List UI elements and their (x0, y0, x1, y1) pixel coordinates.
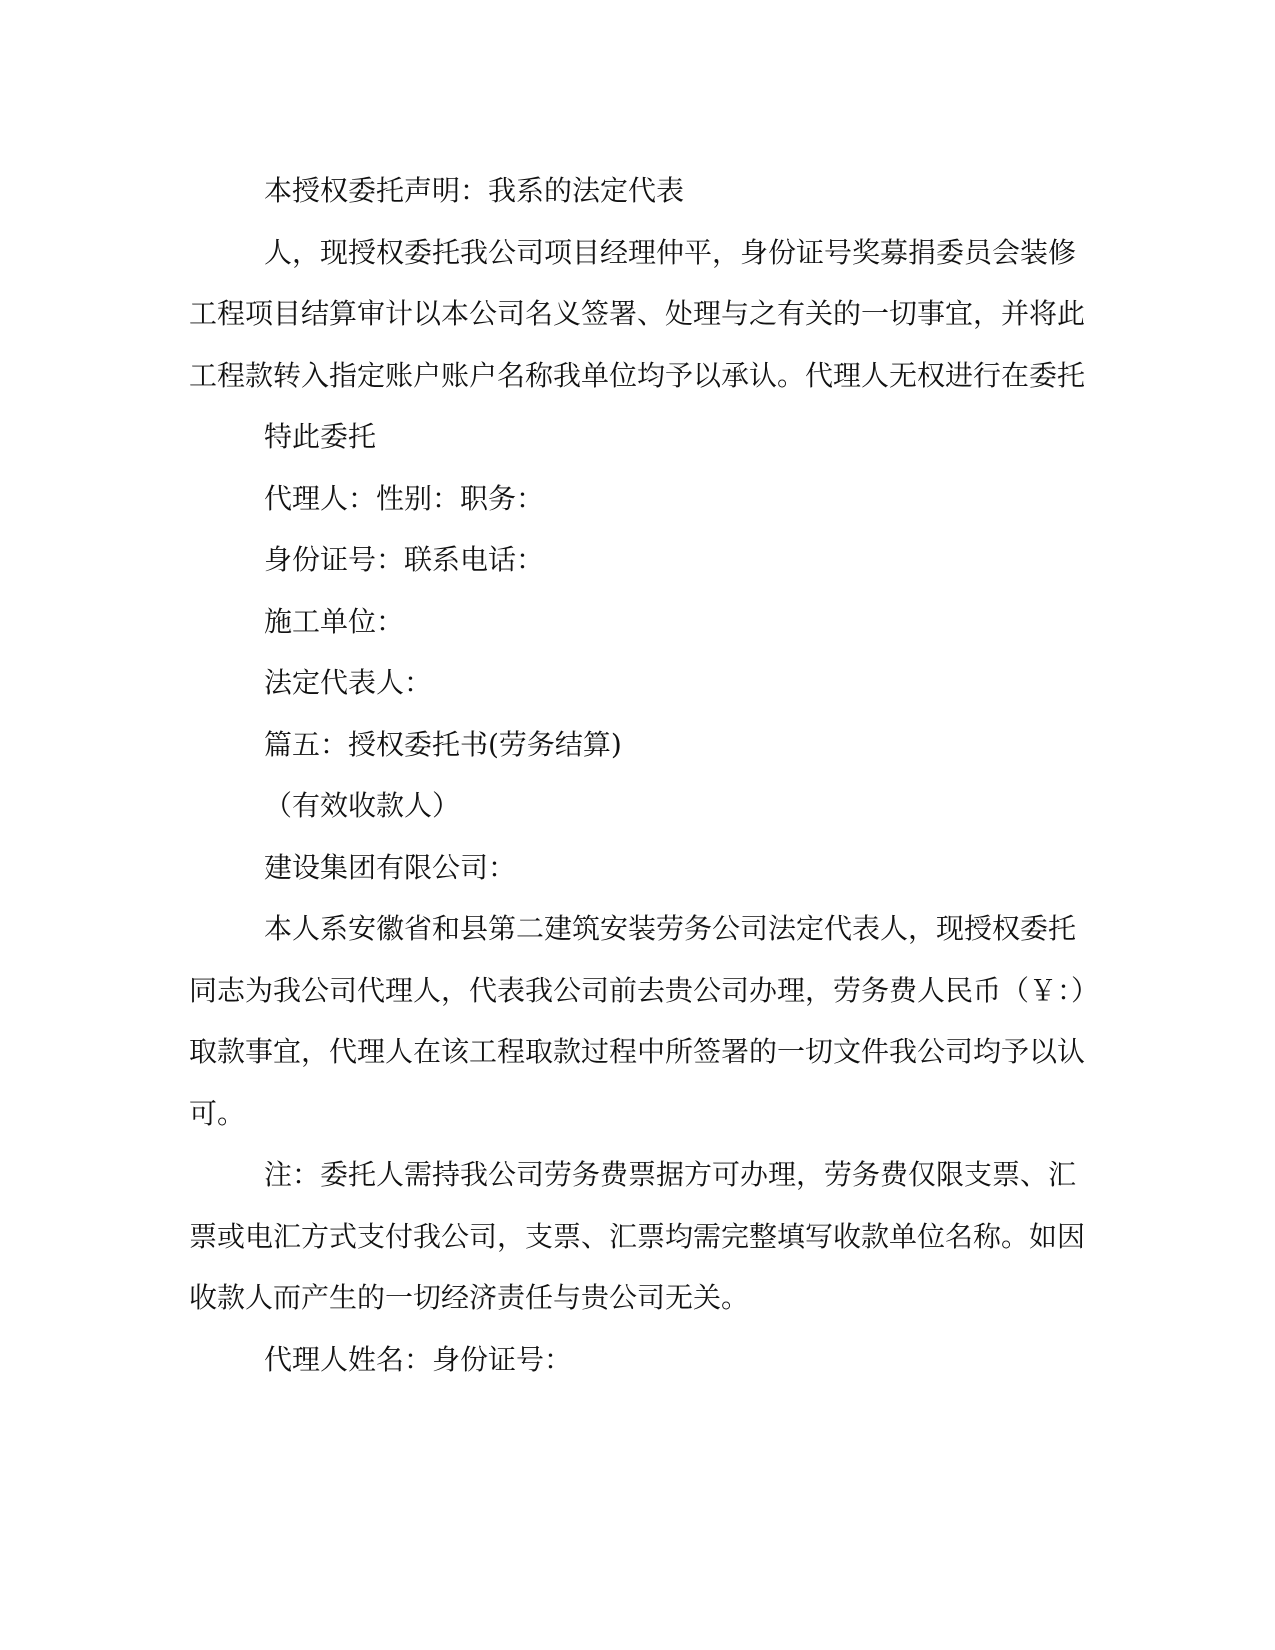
note-paragraph: 注：委托人需持我公司劳务费票据方可办理，劳务费仅限支票、汇票或电汇方式支付我公司，支票、汇票均需完整填写收款单位名称。如因收款人而产生的一切经济责任与贵公司无关。 (189, 1158, 1086, 1314)
addressee: 建设集团有限公司： (264, 850, 517, 884)
agent-info-line: 代理人：性别：职务： (264, 481, 545, 515)
statement-opening: 本授权委托声明：我系的法定代表 (264, 174, 685, 207)
id-phone-line: 身份证号：联系电话： (264, 543, 545, 576)
legal-representative-line: 法定代表人： (264, 666, 433, 699)
section-subtitle: （有效收款人） (264, 789, 461, 822)
hereby-authorize: 特此委托 (264, 420, 377, 453)
authorization-paragraph: 人，现授权委托我公司项目经理仲平，身份证号奖募捐委员会装修工程项目结算审计以本公司名义签署、处理与之有关的一切事宜，并将此工程款转入指定账户账户名称我单位均予以承认。代理人无权进行在委托 (189, 235, 1086, 392)
document-body (189, 160, 1089, 1390)
agent-name-id-line: 代理人姓名：身份证号： (264, 1342, 573, 1376)
section-title: 篇五：授权委托书(劳务结算) (264, 727, 622, 761)
construction-unit-line: 施工单位： (264, 604, 405, 638)
labor-authorization-paragraph: 本人系安徽省和县第二建筑安装劳务公司法定代表人，现授权委托同志为我公司代理人，代表我公司前去贵公司办理，劳务费人民币（￥：）取款事宜，代理人在该工程取款过程中所签署的一切文件我公司均予以认可。 (189, 912, 1086, 1130)
